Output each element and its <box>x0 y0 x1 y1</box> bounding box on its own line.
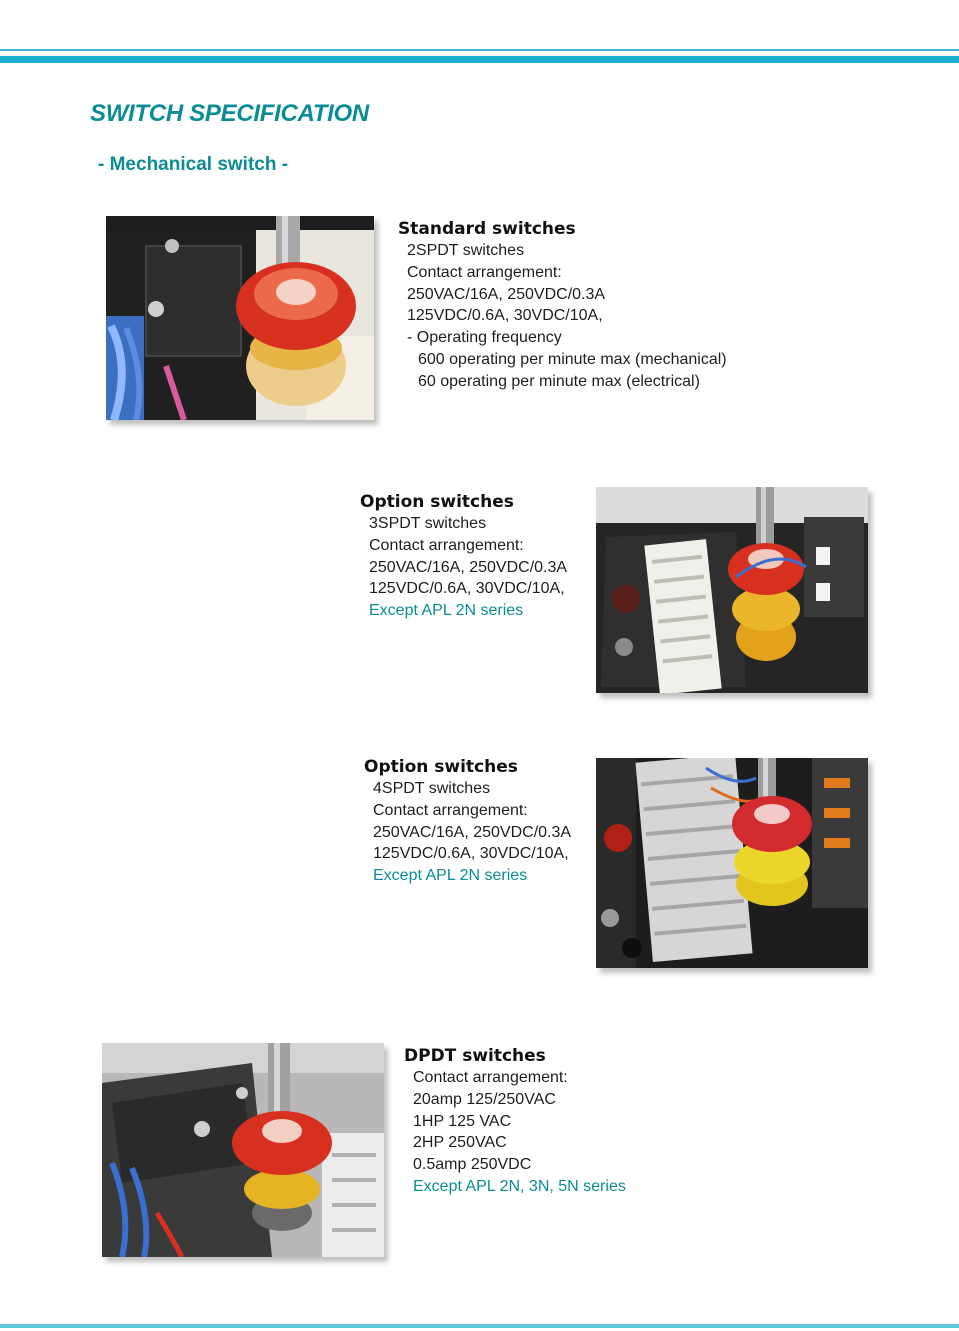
spec-line: 2HP 250VAC <box>413 1134 507 1152</box>
spec-line: Contact arrangement: <box>373 801 528 819</box>
header-rule-thin <box>0 49 959 51</box>
header-rule-thick <box>0 56 959 63</box>
standard-switch-spec <box>398 218 727 393</box>
spec-line: 125VDC/0.6A, 30VDC/10A, <box>369 580 565 598</box>
spec-line: 2SPDT switches <box>407 242 525 259</box>
option-3spdt-spec <box>360 491 567 622</box>
page-subtitle: - Mechanical switch - <box>98 154 289 175</box>
spec-line: 125VDC/0.6A, 30VDC/10A, <box>407 307 603 325</box>
spec-line: 1HP 125 VAC <box>413 1112 512 1130</box>
page-title: SWITCH SPECIFICATION <box>90 100 369 127</box>
option-3spdt-heading: Option switches <box>360 492 514 512</box>
spec-line: 4SPDT switches <box>373 780 491 797</box>
spec-note: Except APL 2N series <box>369 602 524 620</box>
spec-line: Contact arrangement: <box>369 536 524 554</box>
standard-switch-heading: Standard switches <box>398 219 576 239</box>
dpdt-switch-heading: DPDT switches <box>404 1046 546 1066</box>
spec-line: 125VDC/0.6A, 30VDC/10A, <box>373 845 569 863</box>
spec-line: - Operating frequency <box>407 329 562 347</box>
spec-line: Contact arrangement: <box>407 263 562 281</box>
spec-line: 250VAC/16A, 250VDC/0.3A <box>373 823 572 841</box>
spec-note: Except APL 2N series <box>373 867 528 885</box>
spec-note: Except APL 2N, 3N, 5N series <box>413 1177 626 1195</box>
option-3spdt-photo <box>596 487 868 693</box>
spec-line: Contact arrangement: <box>413 1069 568 1086</box>
dpdt-switch-spec <box>404 1045 626 1198</box>
spec-line: 20amp 125/250VAC <box>413 1090 556 1108</box>
option-4spdt-photo <box>596 758 868 968</box>
spec-line: 250VAC/16A, 250VDC/0.3A <box>407 285 606 303</box>
standard-switch-photo <box>106 216 374 420</box>
spec-line: 3SPDT switches <box>369 515 487 532</box>
option-4spdt-spec <box>364 756 571 887</box>
spec-line: 0.5amp 250VDC <box>413 1156 532 1174</box>
dpdt-switch-photo <box>102 1043 384 1257</box>
spec-line: 600 operating per minute max (mechanical) <box>418 350 727 368</box>
spec-line: 250VAC/16A, 250VDC/0.3A <box>369 558 568 576</box>
footer-rule <box>0 1324 959 1328</box>
option-4spdt-heading: Option switches <box>364 757 518 777</box>
spec-line: 60 operating per minute max (electrical) <box>418 372 700 390</box>
